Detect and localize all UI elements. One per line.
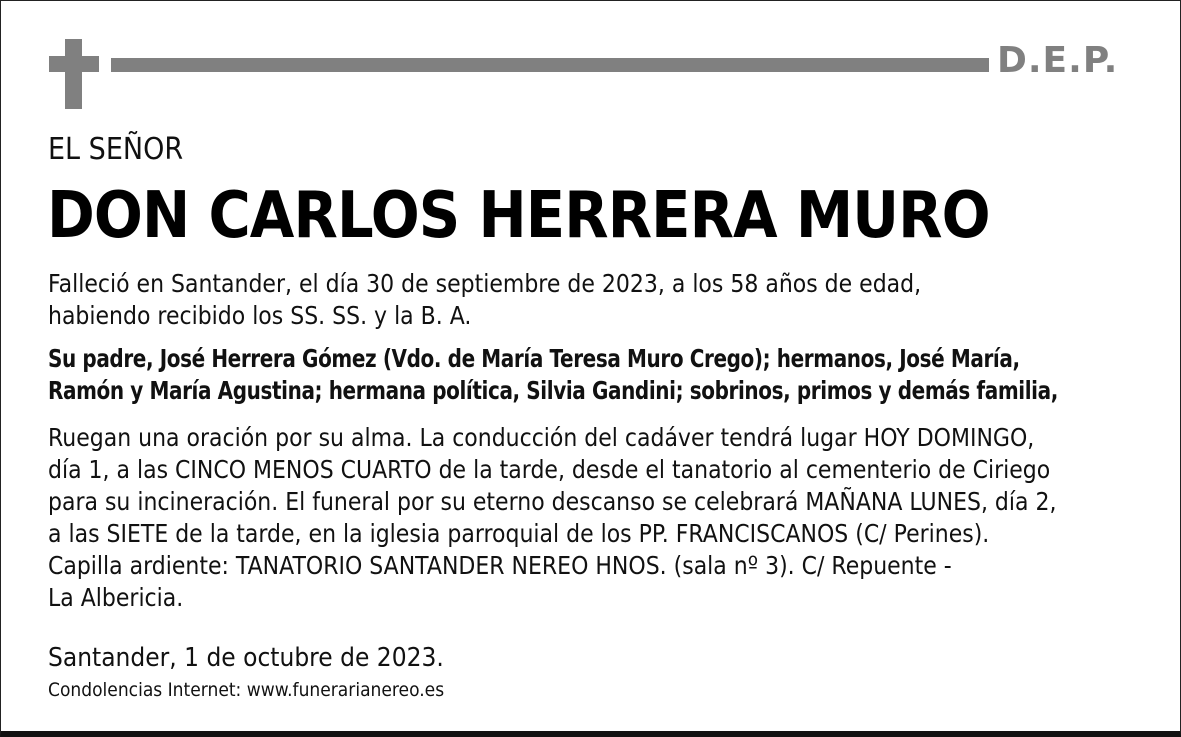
family-paragraph [48, 343, 1168, 407]
death-line: Falleció en Santander, el día 30 de septiembre de 2023, a los 58 años de edad, [48, 269, 922, 298]
death-paragraph [48, 268, 1174, 332]
death-line: habiendo recibido los SS. SS. y la B. A. [48, 301, 472, 330]
honorific-label: EL SEÑOR [48, 132, 184, 167]
ceremony-line: a las SIETE de la tarde, en la iglesia parroquial de los PP. FRANCISCANOS (C/ Perines). [48, 519, 990, 548]
condolences-line: Condolencias Internet: www.funerarianereo.es [48, 679, 445, 701]
dep-label: D.E.P. [997, 40, 1119, 81]
ceremony-paragraph [48, 422, 1174, 614]
ceremony-line: La Albericia. [48, 583, 184, 612]
ceremony-line: Ruegan una oración por su alma. La conducción del cadáver tendrá lugar HOY DOMINGO, [48, 423, 1035, 452]
cross-horizontal-bar [49, 56, 99, 72]
header-rule [111, 58, 989, 72]
family-line: Su padre, José Herrera Gómez (Vdo. de María Teresa Muro Crego); hermanos, José María, [48, 344, 1020, 373]
ceremony-line: para su incineración. El funeral por su eterno descanso se celebrará MAÑANA LUNES, día 2, [48, 487, 1057, 516]
ceremony-line: día 1, a las CINCO MENOS CUARTO de la tarde, desde el tanatorio al cementerio de Ciriego [48, 455, 1051, 484]
ceremony-line: Capilla ardiente: TANATORIO SANTANDER NEREO HNOS. (sala nº 3). C/ Repuente - [48, 551, 952, 580]
place-date: Santander, 1 de octubre de 2023. [48, 643, 444, 673]
deceased-name: DON CARLOS HERRERA MURO [47, 179, 990, 253]
cross-vertical-bar [65, 39, 82, 109]
family-line: Ramón y María Agustina; hermana política, Silvia Gandini; sobrinos, primos y demás familia, [48, 376, 1058, 405]
